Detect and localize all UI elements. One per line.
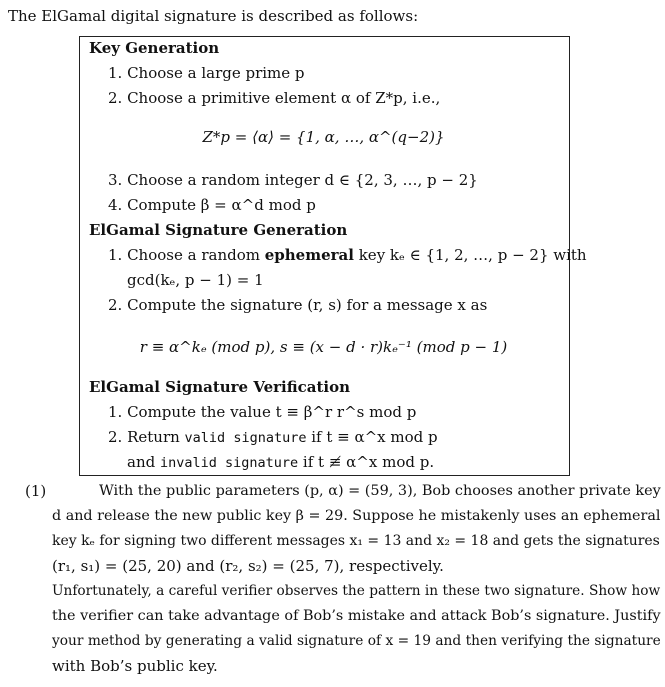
- sig-gen-step2: 2. Compute the signature (r, s) for a message x as: [108, 296, 488, 314]
- key-gen-step4: 4. Compute β = α^d mod p: [108, 196, 316, 214]
- problem-line-3: key kₑ for signing two different messages x₁ = 13 and x₂ = 18 and gets the signatures: [52, 533, 660, 549]
- sig-ver-title: ElGamal Signature Verification: [89, 378, 351, 396]
- sig-gen-title: ElGamal Signature Generation: [89, 221, 348, 239]
- sig-ver-step3-pre: and: [127, 453, 160, 471]
- problem-line-4: (r₁, s₁) = (25, 20) and (r₂, s₂) = (25, 7), respectively.: [52, 557, 444, 575]
- sig-gen-ephemeral: ephemeral: [264, 246, 354, 264]
- sig-ver-step1: 1. Compute the value t ≡ β^r r^s mod p: [108, 403, 417, 421]
- sig-gen-equation: r ≡ α^kₑ (mod p), s ≡ (x − d · r)kₑ⁻¹ (mod p − 1): [139, 338, 508, 356]
- key-gen-step2: 2. Choose a primitive element α of Z*p, i.e.,: [108, 89, 441, 107]
- sig-gen-step1a: [108, 245, 587, 265]
- sig-ver-step2-pre: 2. Return: [108, 428, 185, 446]
- sig-ver-step2-post: if t ≡ α^x mod p: [306, 428, 438, 446]
- intro-text: The ElGamal digital signature is described as follows:: [8, 7, 419, 25]
- sig-ver-step3-post: if t ≢ α^x mod p.: [298, 453, 435, 471]
- problem-line-7: your method by generating a valid signature of x = 19 and then verifying the signature: [52, 633, 661, 649]
- problem-line-5: Unfortunately, a careful verifier observes the pattern in these two signature. Show how: [52, 583, 661, 599]
- key-gen-step3: 3. Choose a random integer d ∈ {2, 3, …, p − 2}: [108, 171, 478, 189]
- valid-signature-term: valid signature: [184, 430, 307, 446]
- problem-number: (1): [25, 482, 47, 500]
- invalid-signature-term: invalid signature: [159, 455, 299, 471]
- sig-ver-step3: [127, 452, 434, 473]
- sig-gen-step1a-pre: 1. Choose a random: [108, 246, 265, 264]
- problem-line-8: with Bob’s public key.: [52, 657, 218, 675]
- key-gen-step1: 1. Choose a large prime p: [108, 64, 305, 82]
- key-gen-equation: Z*p = ⟨α⟩ = {1, α, …, α^(q−2)}: [202, 128, 445, 146]
- sig-gen-step1a-post: key kₑ ∈ {1, 2, …, p − 2} with: [353, 246, 587, 264]
- sig-gen-step1b: gcd(kₑ, p − 1) = 1: [127, 271, 264, 289]
- sig-ver-step2: [108, 427, 438, 448]
- problem-line-6: the verifier can take advantage of Bob’s mistake and attack Bob’s signature. Justify: [52, 608, 661, 624]
- problem-line-1: With the public parameters (p, α) = (59, 3), Bob chooses another private key: [99, 483, 661, 499]
- key-gen-title: Key Generation: [89, 39, 220, 57]
- problem-line-2: d and release the new public key β = 29. Suppose he mistakenly uses an ephemeral: [52, 508, 661, 524]
